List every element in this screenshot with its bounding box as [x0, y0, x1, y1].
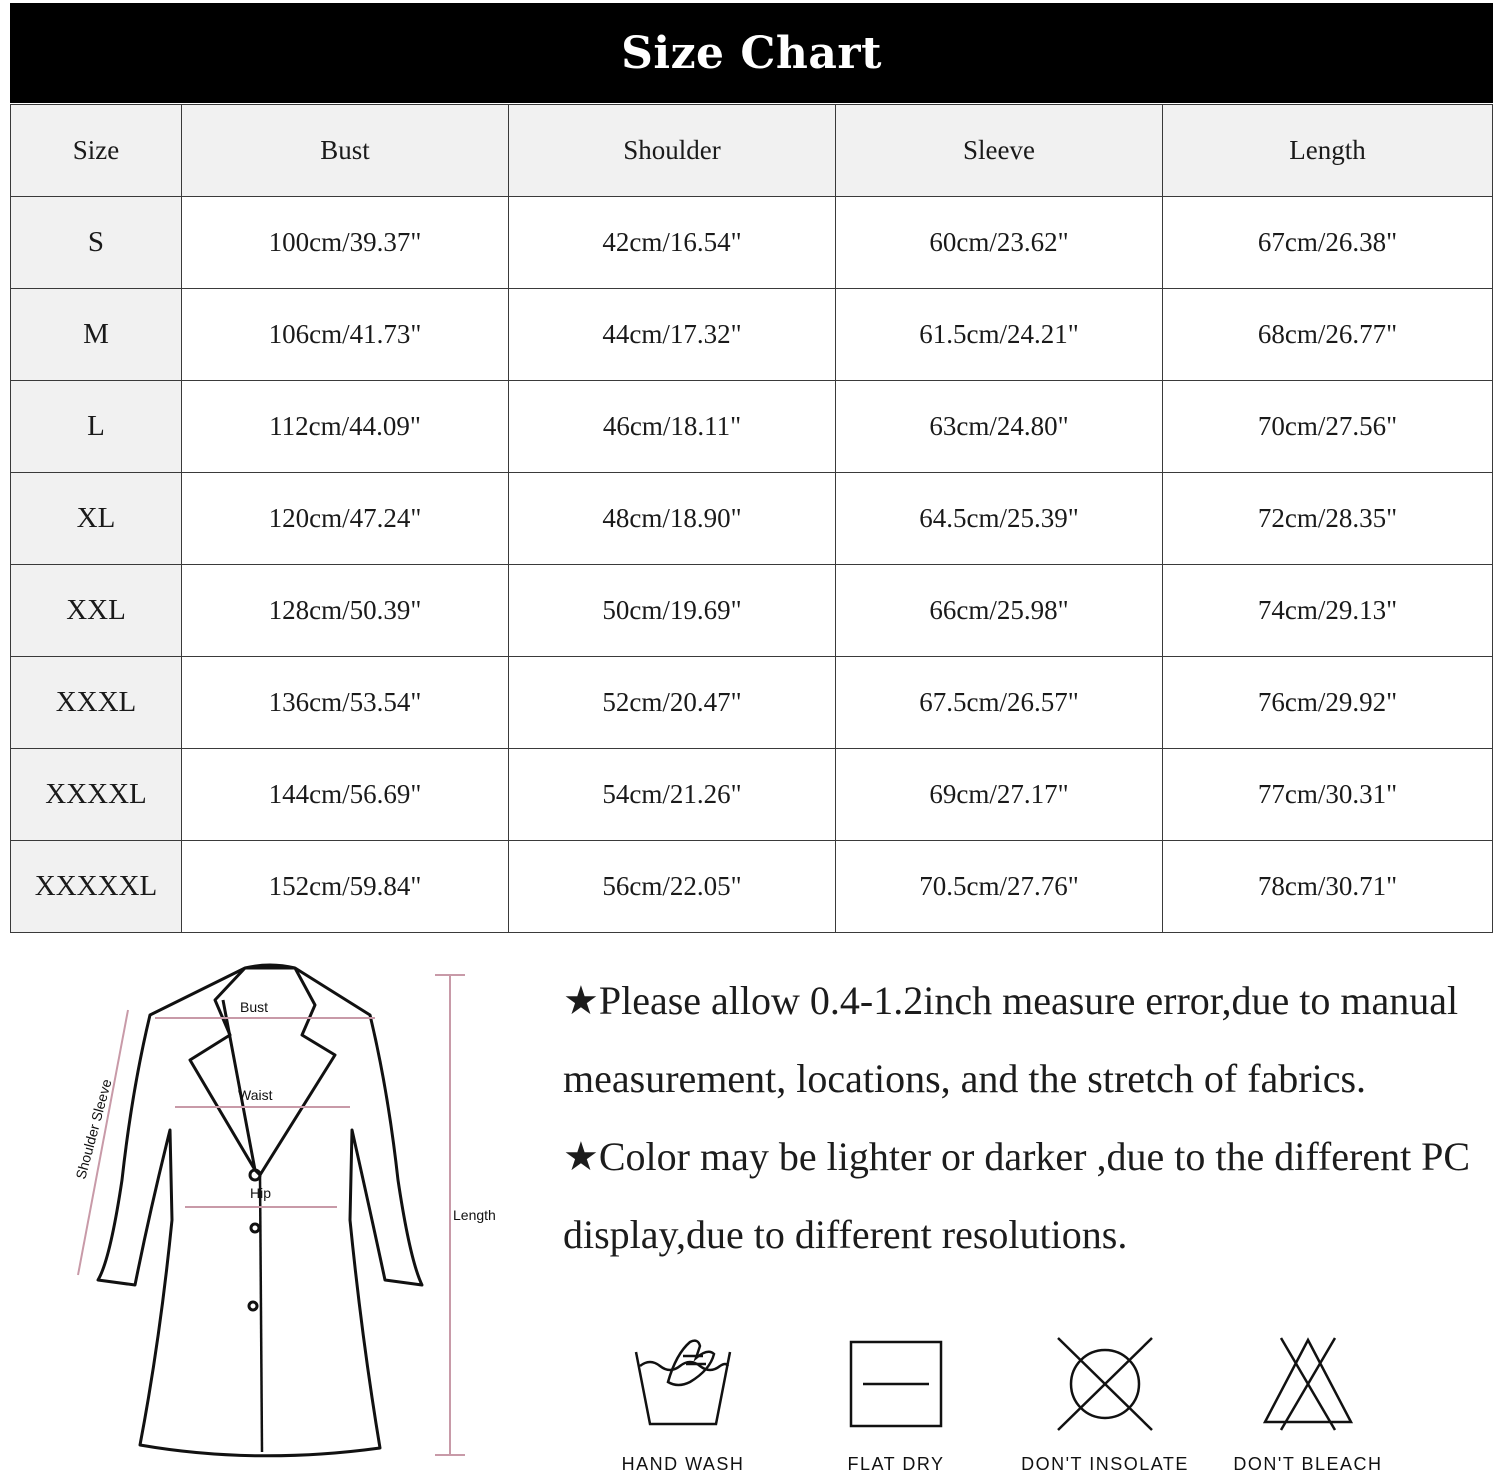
care-dont-insolate — [1010, 1334, 1200, 1475]
hand-wash-icon — [628, 1334, 738, 1434]
length-cell: 68cm/26.77" — [1163, 289, 1493, 381]
length-label: Length — [453, 1207, 496, 1223]
shoulder-sleeve-label: Shoulder Sleeve — [72, 1077, 115, 1181]
size-cell: XXXL — [11, 657, 182, 749]
size-cell: M — [11, 289, 182, 381]
bust-cell: 100cm/39.37" — [182, 197, 509, 289]
table-row — [11, 289, 1493, 381]
size-table — [10, 104, 1493, 933]
header-size: Size — [11, 105, 182, 197]
size-cell: XL — [11, 473, 182, 565]
bust-cell: 106cm/41.73" — [182, 289, 509, 381]
waist-label: Waist — [238, 1087, 273, 1103]
length-cell: 67cm/26.38" — [1163, 197, 1493, 289]
size-cell: S — [11, 197, 182, 289]
dont-bleach-icon — [1253, 1334, 1363, 1434]
shoulder-cell: 46cm/18.11" — [509, 381, 836, 473]
table-row — [11, 197, 1493, 289]
care-dont-bleach — [1213, 1334, 1403, 1475]
bust-cell: 136cm/53.54" — [182, 657, 509, 749]
table-row — [11, 381, 1493, 473]
shoulder-cell: 44cm/17.32" — [509, 289, 836, 381]
bust-cell: 144cm/56.69" — [182, 749, 509, 841]
sleeve-cell: 67.5cm/26.57" — [836, 657, 1163, 749]
table-header-row — [11, 105, 1493, 197]
sleeve-cell: 61.5cm/24.21" — [836, 289, 1163, 381]
shoulder-cell: 56cm/22.05" — [509, 841, 836, 933]
shoulder-cell: 48cm/18.90" — [509, 473, 836, 565]
size-cell: XXL — [11, 565, 182, 657]
table-row — [11, 565, 1493, 657]
header-sleeve: Sleeve — [836, 105, 1163, 197]
length-cell: 70cm/27.56" — [1163, 381, 1493, 473]
dont-insolate-icon — [1050, 1334, 1160, 1434]
bust-label: Bust — [240, 999, 269, 1015]
length-cell: 76cm/29.92" — [1163, 657, 1493, 749]
header-shoulder: Shoulder — [509, 105, 836, 197]
bust-cell: 112cm/44.09" — [182, 381, 509, 473]
length-cell: 74cm/29.13" — [1163, 565, 1493, 657]
shoulder-cell: 52cm/20.47" — [509, 657, 836, 749]
sleeve-cell: 64.5cm/25.39" — [836, 473, 1163, 565]
length-cell: 77cm/30.31" — [1163, 749, 1493, 841]
flat-dry-label: FLAT DRY — [847, 1454, 945, 1474]
note-measure-error: ★Please allow 0.4-1.2inch measure error,due to manual measurement, locations, and the stretch of fabrics. — [563, 978, 1459, 1101]
table-row — [11, 657, 1493, 749]
table-row — [11, 473, 1493, 565]
header-bust: Bust — [182, 105, 509, 197]
dont-bleach-label: DON'T BLEACH — [1233, 1454, 1383, 1474]
shoulder-cell: 50cm/19.69" — [509, 565, 836, 657]
flat-dry-icon — [841, 1334, 951, 1434]
bust-cell: 128cm/50.39" — [182, 565, 509, 657]
care-hand-wash — [588, 1334, 778, 1475]
bust-cell: 152cm/59.84" — [182, 841, 509, 933]
header-length: Length — [1163, 105, 1493, 197]
length-cell: 78cm/30.71" — [1163, 841, 1493, 933]
sleeve-cell: 70.5cm/27.76" — [836, 841, 1163, 933]
care-flat-dry — [801, 1334, 991, 1475]
sleeve-cell: 60cm/23.62" — [836, 197, 1163, 289]
notes-block — [563, 962, 1483, 1274]
hip-label: Hip — [250, 1185, 272, 1201]
size-chart-title: Size Chart — [10, 3, 1493, 103]
dont-insolate-label: DON'T INSOLATE — [1021, 1454, 1189, 1474]
table-row — [11, 841, 1493, 933]
shoulder-cell: 54cm/21.26" — [509, 749, 836, 841]
sleeve-cell: 69cm/27.17" — [836, 749, 1163, 841]
bust-cell: 120cm/47.24" — [182, 473, 509, 565]
sleeve-cell: 66cm/25.98" — [836, 565, 1163, 657]
sleeve-cell: 63cm/24.80" — [836, 381, 1163, 473]
shoulder-cell: 42cm/16.54" — [509, 197, 836, 289]
coat-measurement-diagram — [40, 960, 510, 1480]
note-color-difference: ★Color may be lighter or darker ,due to the different PC display,due to different resolutions. — [563, 1134, 1471, 1257]
table-row — [11, 749, 1493, 841]
size-cell: XXXXL — [11, 749, 182, 841]
coat-outline — [98, 965, 422, 1456]
hand-wash-label: HAND WASH — [621, 1454, 745, 1474]
length-cell: 72cm/28.35" — [1163, 473, 1493, 565]
size-cell: XXXXXL — [11, 841, 182, 933]
size-cell: L — [11, 381, 182, 473]
measurement-lines — [78, 975, 465, 1455]
